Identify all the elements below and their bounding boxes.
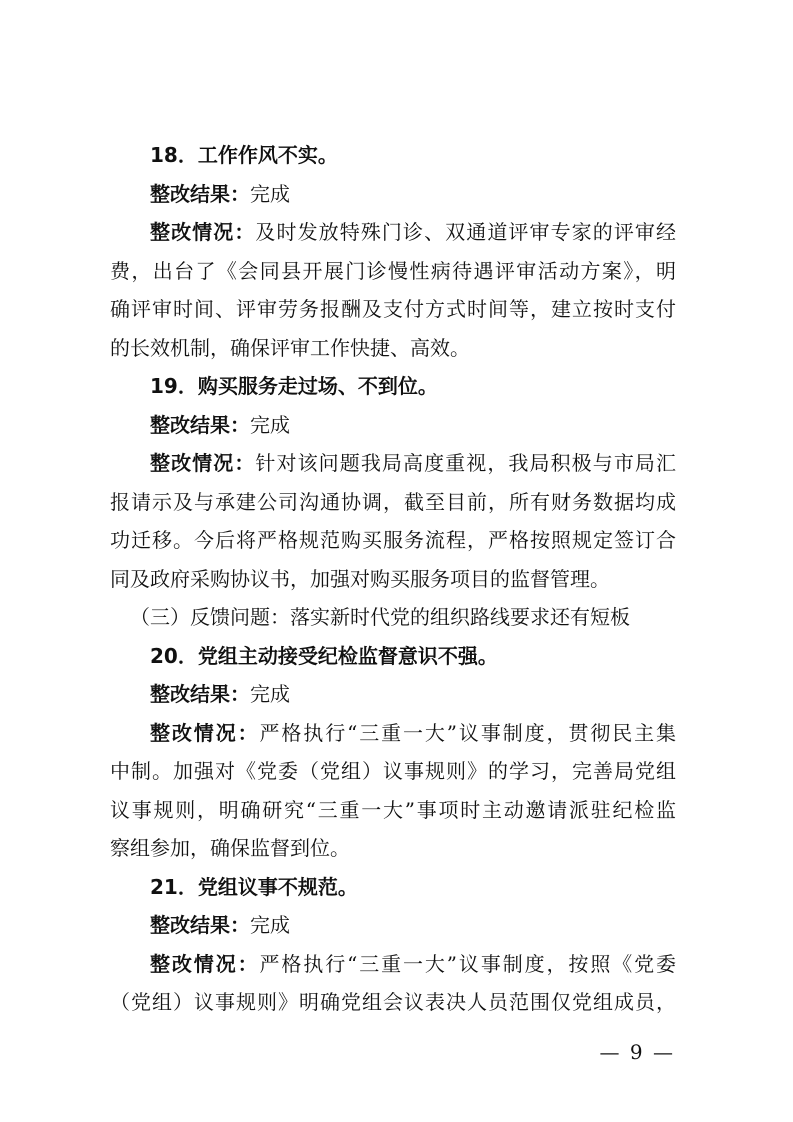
item-heading: 21．党组议事不规范。 bbox=[150, 874, 358, 899]
result-label: 整改结果： bbox=[150, 181, 250, 206]
situation-line: （党组）议事规则》明确党组会议表决人员范围仅党组成员， bbox=[110, 990, 676, 1014]
situation-label: 整改情况： bbox=[150, 220, 256, 244]
result-value: 完成 bbox=[250, 682, 290, 706]
item-heading: 19．购买服务走过场、不到位。 bbox=[150, 374, 438, 398]
result-label: 整改结果： bbox=[150, 412, 250, 437]
rectification-situation-line bbox=[110, 945, 676, 984]
situation-line: 功迁移。今后将严格规范购买服务流程，严格按照规定签订合 bbox=[110, 528, 676, 552]
rectification-result bbox=[110, 406, 676, 445]
situation-line: 议事规则，明确研究“三重一大”事项时主动邀请派驻纪检监 bbox=[110, 797, 676, 822]
situation-label: 整改情况： bbox=[150, 720, 260, 745]
situation-text: 及时发放特殊门诊、双通道评审专家的评审经 bbox=[255, 220, 676, 244]
document-body bbox=[110, 136, 676, 1022]
result-value: 完成 bbox=[250, 181, 290, 206]
situation-line: 同及政府采购协议书，加强对购买服务项目的监督管理。 bbox=[110, 566, 610, 591]
situation-line: 确评审时间、评审劳务报酬及支付方式时间等，建立按时支付 bbox=[110, 297, 676, 321]
page-number: — 9 — bbox=[599, 1040, 675, 1064]
situation-line: 费，出台了《会同县开展门诊慢性病待遇评审活动方案》，明 bbox=[110, 258, 676, 283]
result-label: 整改结果： bbox=[150, 682, 250, 706]
result-value: 完成 bbox=[250, 913, 290, 937]
situation-line: 察组参加，确保监督到位。 bbox=[110, 836, 350, 860]
situation-text: 严格执行“三重一大”议事制度，按照《党委 bbox=[259, 951, 676, 976]
result-value: 完成 bbox=[250, 412, 290, 437]
situation-text: 严格执行“三重一大”议事制度，贯彻民主集 bbox=[259, 720, 676, 745]
situation-text: 针对该问题我局高度重视，我局积极与市局汇 bbox=[255, 451, 676, 475]
situation-line: 报请示及与承建公司沟通协调，截至目前，所有财务数据均成 bbox=[110, 489, 676, 514]
rectification-situation-line bbox=[110, 213, 676, 252]
rectification-result bbox=[110, 906, 676, 945]
situation-line: 的长效机制，确保评审工作快捷、高效。 bbox=[110, 335, 470, 360]
result-label: 整改结果： bbox=[150, 913, 250, 937]
rectification-situation-line bbox=[110, 444, 676, 483]
item-heading: 20．党组主动接受纪检监督意识不强。 bbox=[150, 643, 498, 668]
rectification-result bbox=[110, 175, 676, 214]
item-heading: 18．工作作风不实。 bbox=[150, 143, 338, 167]
situation-line: 中制。加强对《党委（党组）议事规则》的学习，完善局党组 bbox=[110, 759, 676, 783]
rectification-result bbox=[110, 675, 676, 714]
situation-label: 整改情况： bbox=[150, 451, 256, 475]
situation-label: 整改情况： bbox=[150, 951, 260, 976]
rectification-situation-line bbox=[110, 714, 676, 753]
section-heading: （三）反馈问题：落实新时代党的组织路线要求还有短板 bbox=[130, 605, 630, 629]
